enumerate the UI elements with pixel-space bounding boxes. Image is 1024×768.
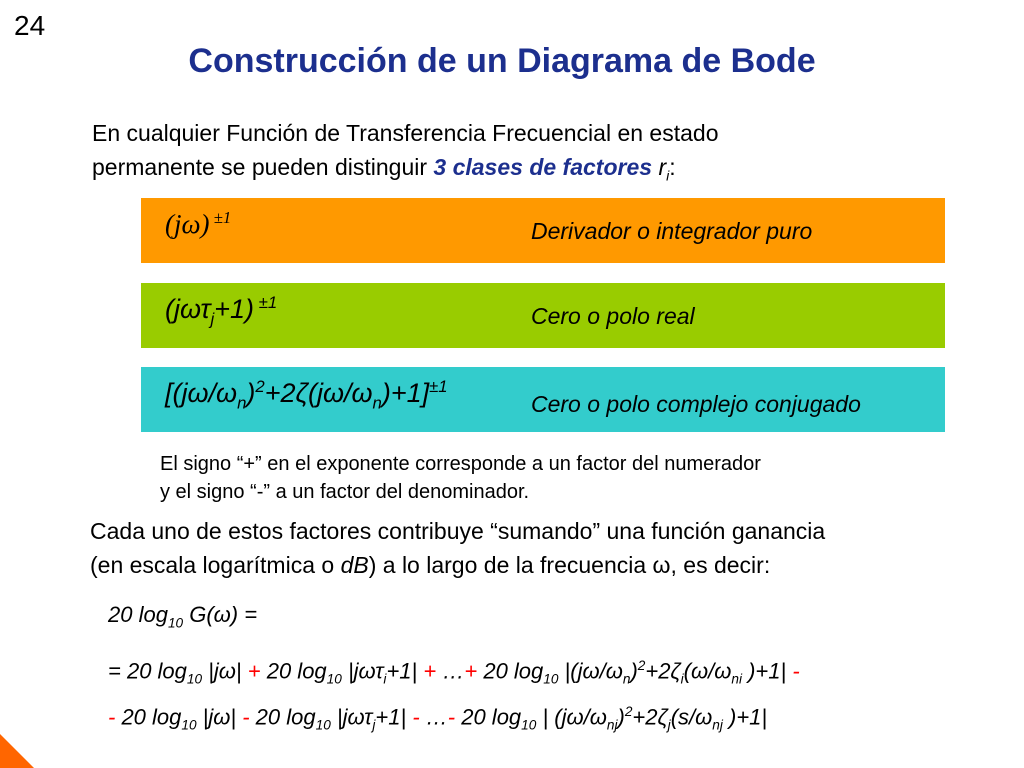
equation-line-1: 20 $\log_{10} G(\omega)$ = (108, 602, 258, 631)
factor-band-complex (141, 367, 945, 432)
emphasis-text: 3 clases de factores (433, 154, 653, 180)
equation-line-2: = 20 $\log_{10} |j\omega| + 20$ $\log_{10} |j\omega\tau_i+1|$ + …+ 20 $\log_{10} |(j\omega/\omega_n)^2+2\zeta_i(\omega/\omega_{ni}$ )+1| - (108, 658, 800, 687)
sum-paragraph (90, 514, 825, 582)
factor-expression-complex: $[(j\omega/\omega_n)^2+2\zeta(j\omega/\omega_n)+1]^{\pm 1}$ (165, 377, 448, 413)
sum-paragraph-line-1: Cada uno de estos factores contribuye “sumando” una función ganancia (90, 518, 826, 544)
slide-number: 24 (14, 10, 46, 41)
intro-line-2: permanente se pueden distinguir 3 clases de factores $r_i$: (92, 154, 676, 185)
factor-band-pure (141, 198, 945, 263)
sum-paragraph-line-2: (en escala logarítmica o dB) a lo largo de la frecuencia ω, es decir: (90, 552, 771, 578)
factor-description-pure: Derivador o integrador puro (531, 218, 813, 244)
page-title: Construcción de un Diagrama de Bode (188, 42, 816, 80)
sign-note-line-2: y el signo “-” a un factor del denominador. (160, 481, 530, 503)
factor-description-real: Cero o polo real (531, 303, 695, 329)
equation-line-3: - 20 $\log_{10} |j\omega| - 20$ $\log_{10} |j\omega\tau_j+1|$ - …- 20 $\log_{10}$ | $(j\omega/\omega_{nj})^2+2\zeta_j(s/\omega_{nj}$ )+1| (108, 704, 768, 733)
factor-band-real (141, 283, 945, 348)
sign-note-line-1: El signo “+” en el exponente corresponde a un factor del numerador (160, 453, 761, 475)
corner-decoration (0, 734, 34, 768)
intro-line-1: En cualquier Función de Transferencia Frecuencial en estado (92, 120, 719, 146)
factor-expression-real: (jωτ$_j$+1) $^{\pm 1}$ (165, 293, 278, 329)
intro-text (92, 116, 718, 194)
factor-description-complex: Cero o polo complejo conjugado (531, 391, 861, 417)
sign-note (160, 450, 761, 506)
factor-expression-pure: (jω) $^{\pm 1}$ (165, 208, 232, 239)
